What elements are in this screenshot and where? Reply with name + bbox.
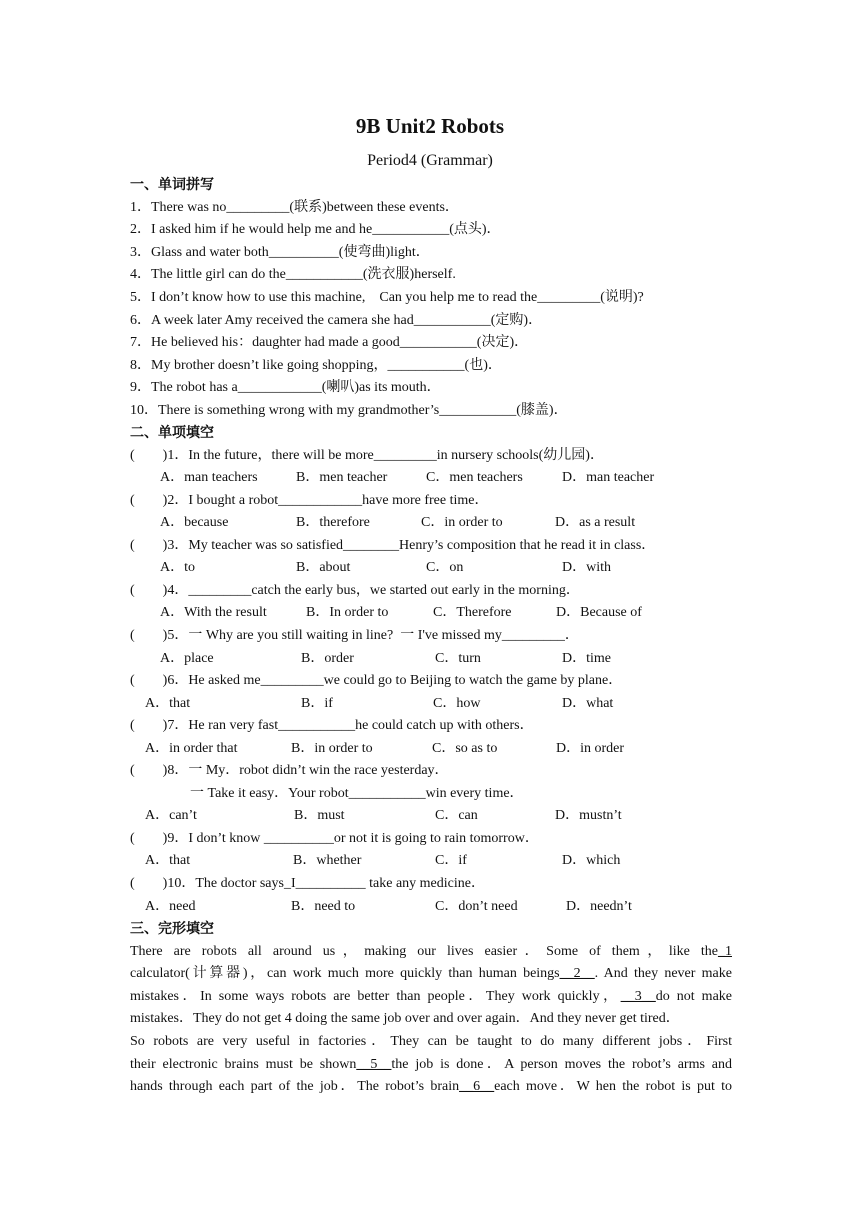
cloze-line	[130, 1010, 732, 1028]
option-b: B．order	[301, 651, 354, 666]
cloze-text: mistakes．They do not get 4 doing the same job over and over again．And they never get tired．	[130, 1011, 680, 1026]
question-stem: ( )5．一 Why are you still waiting in line? 一 I've missed my_________．	[130, 628, 579, 643]
option-a: A．With the result	[160, 605, 267, 620]
cloze-text: do not make	[655, 989, 732, 1004]
option-d: D．needn’t	[566, 899, 632, 914]
question-stem: ( )8．一 My．robot didn’t win the race yesterday．	[130, 763, 449, 778]
option-c: C．in order to	[421, 515, 503, 530]
option-d: D．in order	[556, 741, 625, 756]
cloze-line	[130, 943, 732, 961]
question-stem: ( )10．The doctor says_I__________ take any medicine．	[130, 876, 485, 891]
spelling-item: 8．My brother doesn’t like going shopping，___________(也)．	[130, 358, 502, 373]
option-c: C．can	[435, 808, 478, 823]
spelling-item: 9．The robot has a____________(喇叭)as its mouth．	[130, 380, 441, 395]
option-d: D．what	[562, 696, 614, 711]
option-b: B．must	[294, 808, 345, 823]
cloze-line	[130, 988, 732, 1006]
option-a: A．can’t	[145, 808, 197, 823]
option-a: A．that	[145, 696, 191, 711]
option-a: A．place	[160, 651, 214, 666]
option-c: C．Therefore	[433, 605, 512, 620]
spelling-item: 5．I don’t know how to use this machine, Can you help me to read the_________(说明)?	[130, 290, 644, 305]
cloze-blank: __6__	[459, 1079, 495, 1094]
cloze-text: mistakes．In some ways robots are better than people．They work quickly，	[130, 989, 621, 1004]
page-title: 9B Unit2 Robots	[355, 114, 505, 138]
option-d: D．mustn’t	[555, 808, 622, 823]
section-heading-spelling: 一、单词拼写	[130, 177, 214, 193]
spelling-item: 10．There is something wrong with my grandmother’s___________(膝盖)．	[130, 403, 568, 418]
cloze-blank: __5__	[356, 1057, 392, 1072]
option-d: D．time	[562, 651, 611, 666]
section-heading-multiple-choice: 二、单项填空	[130, 425, 214, 441]
option-a: A．that	[145, 853, 191, 868]
cloze-text: each move．W hen the robot is put to	[494, 1079, 732, 1094]
question-stem: ( )9．I don’t know __________or not it is going to rain tomorrow．	[130, 831, 539, 846]
question-stem: ( )3．My teacher was so satisfied________Henry’s composition that he read it in class．	[130, 538, 656, 553]
option-d: D．as a result	[555, 515, 636, 530]
option-c: C．how	[433, 696, 481, 711]
spelling-item: 7．He believed his：daughter had made a good___________(决定)．	[130, 335, 529, 350]
cloze-text: calculator(计算器)，can work much more quickly than human beings	[130, 966, 560, 981]
option-a: A．to	[160, 560, 195, 575]
option-a: A．because	[160, 515, 229, 530]
cloze-text: So robots are very useful in factories．They can be taught to do many different jobs．First	[130, 1034, 732, 1049]
cloze-line	[130, 1078, 732, 1096]
option-c: C．on	[426, 560, 464, 575]
option-d: D．Because of	[556, 605, 642, 620]
question-stem: ( )6．He asked me_________we could go to Beijing to watch the game by plane．	[130, 673, 623, 688]
question-stem: ( )2．I bought a robot____________have more free time．	[130, 493, 489, 508]
cloze-text: There are robots all around us，making our lives easier．Some of them，like the	[130, 944, 718, 959]
page-subtitle: Period4 (Grammar)	[367, 152, 493, 169]
spelling-item: 3．Glass and water both__________(使弯曲)light．	[130, 245, 430, 260]
cloze-line	[130, 965, 732, 983]
cloze-text: . And they never make	[594, 966, 732, 981]
option-b: B．if	[301, 696, 333, 711]
question-stem: ( )1．In the future，there will be more_________in nursery schools(幼儿园)．	[130, 448, 604, 463]
option-b: B．in order to	[291, 741, 373, 756]
option-d: D．which	[562, 853, 621, 868]
spelling-item: 4．The little girl can do the___________(洗衣服)herself.	[130, 267, 456, 282]
option-b: B．whether	[293, 853, 362, 868]
section-heading-cloze: 三、完形填空	[130, 921, 214, 937]
option-b: B．need to	[291, 899, 356, 914]
option-c: C．men teachers	[426, 470, 523, 485]
option-b: B．In order to	[306, 605, 389, 620]
cloze-blank: __2__	[559, 966, 595, 981]
option-d: D．man teacher	[562, 470, 655, 485]
option-c: C．if	[435, 853, 467, 868]
spelling-item: 1．There was no_________(联系)between these events．	[130, 200, 459, 215]
question-stem-continued: 一 Take it easy．Your robot___________win every time．	[190, 786, 524, 801]
cloze-text: the job is done．A person moves the robot’s arms and	[391, 1057, 732, 1072]
spelling-item: 2．I asked him if he would help me and he___________(点头)．	[130, 222, 501, 237]
option-b: B．men teacher	[296, 470, 388, 485]
option-c: C．turn	[435, 651, 481, 666]
cloze-line	[130, 1033, 732, 1051]
option-a: A．in order that	[145, 741, 238, 756]
spelling-item: 6．A week later Amy received the camera she had___________(定购)．	[130, 313, 543, 328]
option-a: A．need	[145, 899, 196, 914]
option-c: C．don’t need	[435, 899, 518, 914]
cloze-blank: _1	[718, 944, 732, 959]
option-a: A．man teachers	[160, 470, 258, 485]
option-b: B．therefore	[296, 515, 370, 530]
question-stem: ( )7．He ran very fast___________he could catch up with others．	[130, 718, 534, 733]
question-stem: ( )4．_________catch the early bus，we started out early in the morning．	[130, 583, 580, 598]
option-d: D．with	[562, 560, 611, 575]
cloze-blank: __3__	[620, 989, 656, 1004]
cloze-line	[130, 1056, 732, 1074]
option-c: C．so as to	[432, 741, 498, 756]
option-b: B．about	[296, 560, 351, 575]
cloze-text: their electronic brains must be shown	[130, 1057, 357, 1072]
cloze-text: hands through each part of the job．The robot’s brain	[130, 1079, 460, 1094]
